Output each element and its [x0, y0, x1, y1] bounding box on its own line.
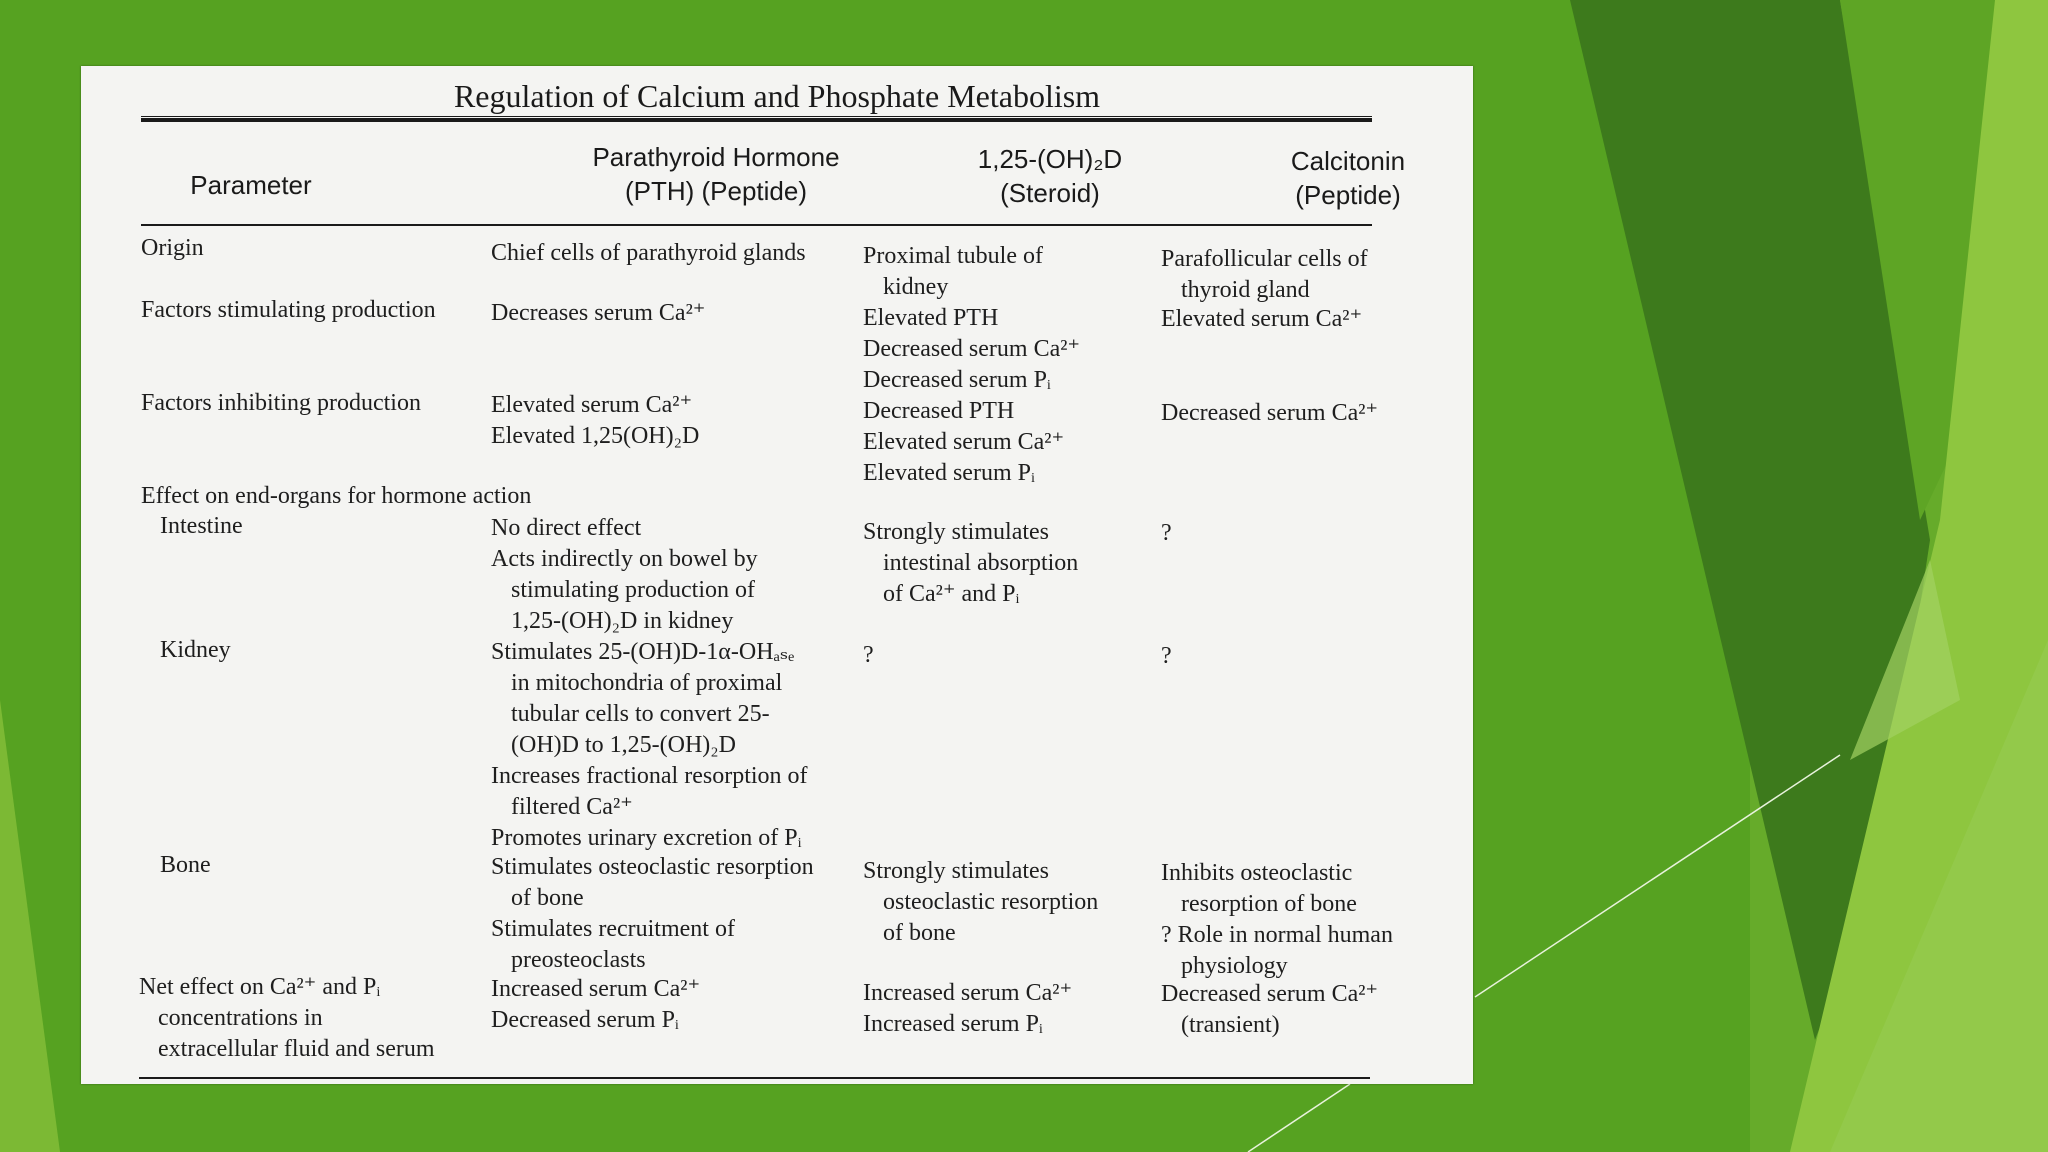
- table-title: Regulation of Calcium and Phosphate Metabolism: [453, 78, 1101, 114]
- bg-thin-line-bottom: [1248, 1084, 1350, 1152]
- pth-intestine: No direct effect Acts indirectly on bowel by stimulating production of 1,25-(OH)₂D in kidney: [491, 515, 758, 634]
- calcitonin-origin: Parafollicular cells of thyroid gland: [1161, 246, 1368, 303]
- title-thin-rule: [141, 116, 1372, 117]
- header-parameter: Parameter: [190, 170, 312, 200]
- pth-net: Increased serum Ca²⁺ Decreased serum Pᵢ: [491, 976, 701, 1033]
- vitd-net: Increased serum Ca²⁺ Increased serum Pᵢ: [863, 980, 1073, 1037]
- param-stimulating: Factors stimulating production: [141, 297, 436, 323]
- param-kidney: Kidney: [160, 637, 231, 663]
- pth-bone: Stimulates osteoclastic resorption of bone Stimulates recruitment of preosteoclasts: [491, 854, 814, 973]
- vitd-stimulating: Elevated PTH Decreased serum Ca²⁺ Decreased serum Pᵢ: [863, 305, 1081, 393]
- param-bone: Bone: [160, 852, 211, 878]
- header-pth: Parathyroid Hormone (PTH) (Peptide): [592, 142, 840, 206]
- pth-inhibiting: Elevated serum Ca²⁺ Elevated 1,25(OH)₂D: [491, 392, 700, 449]
- bottom-rule: [139, 1077, 1370, 1079]
- vitd-kidney: ?: [863, 642, 874, 668]
- vitd-inhibiting: Decreased PTH Elevated serum Ca²⁺ Elevated serum Pᵢ: [863, 398, 1065, 486]
- pth-kidney: Stimulates 25-(OH)D-1α-OHₐₛₑ in mitochondria of proximal tubular cells to convert 25- (OH)D to 1,25-(OH)₂D Increases fractional resorption of filtered Ca²⁺ Promotes urinary excretion of Pᵢ: [491, 639, 808, 851]
- calcitonin-intestine: ?: [1161, 520, 1172, 546]
- calcitonin-inhibiting: Decreased serum Ca²⁺: [1161, 400, 1379, 426]
- param-net: Net effect on Ca²⁺ and Pᵢ concentrations in extracellular fluid and serum: [139, 974, 435, 1062]
- calcitonin-net: Decreased serum Ca²⁺ (transient): [1161, 981, 1379, 1038]
- title-rule: [141, 118, 1372, 122]
- bg-left-edge: [0, 700, 60, 1152]
- table-image: [81, 66, 1473, 1084]
- param-effect: Effect on end-organs for hormone action: [141, 483, 532, 509]
- param-origin: Origin: [141, 235, 204, 261]
- calcitonin-kidney: ?: [1161, 643, 1172, 669]
- calcitonin-bone: Inhibits osteoclastic resorption of bone ? Role in normal human physiology: [1161, 860, 1393, 979]
- vitd-bone: Strongly stimulates osteoclastic resorption of bone: [863, 858, 1099, 946]
- header-calcitonin: Calcitonin (Peptide): [1290, 146, 1406, 210]
- param-intestine: Intestine: [160, 513, 243, 539]
- vitd-origin: Proximal tubule of kidney: [863, 243, 1043, 300]
- pth-origin: Chief cells of parathyroid glands: [491, 240, 806, 266]
- param-inhibiting: Factors inhibiting production: [141, 390, 421, 416]
- header-vitd: 1,25-(OH)₂D (Steroid): [977, 144, 1123, 208]
- header-rule: [141, 224, 1372, 226]
- vitd-intestine: Strongly stimulates intestinal absorption of Ca²⁺ and Pᵢ: [863, 519, 1079, 607]
- calcitonin-stimulating: Elevated serum Ca²⁺: [1161, 306, 1363, 332]
- pth-stimulating: Decreases serum Ca²⁺: [491, 300, 706, 326]
